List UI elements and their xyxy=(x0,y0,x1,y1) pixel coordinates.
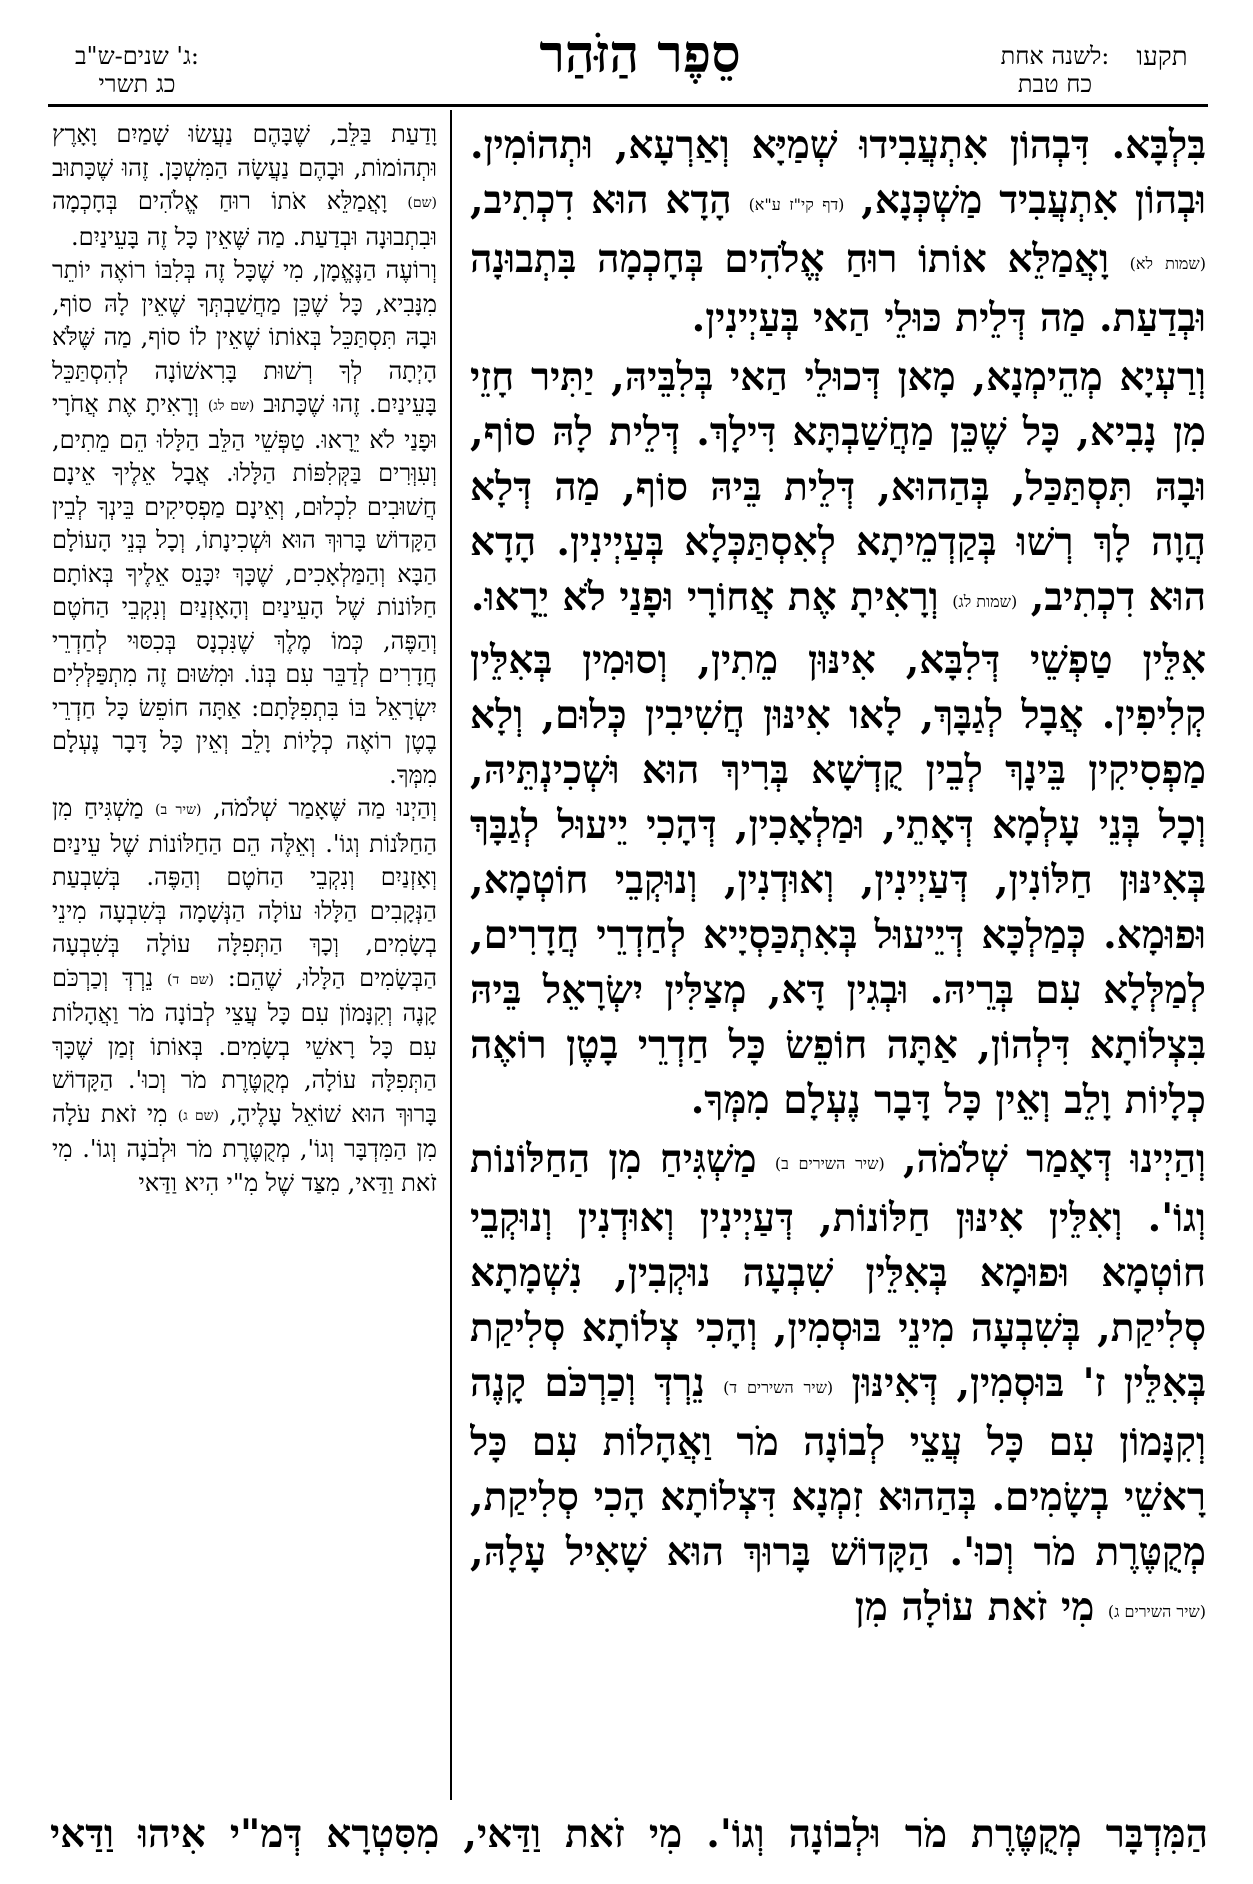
text-segment: הָדָא הוּא דִכְתִיב, xyxy=(470,177,749,223)
verse-reference: (שמות לא) xyxy=(1129,254,1206,273)
verse-reference: (שמות לג) xyxy=(952,592,1018,611)
hebrew-translation-column xyxy=(52,118,437,1878)
paragraph xyxy=(52,792,437,1200)
verse-reference: (שם ג) xyxy=(177,1107,219,1124)
text-segment: וְרַעְיָא מְהֵימְנָא, מָאן דְּכוּלֵי הַאי בְּלִבֵּיהּ, יַתִּיר חָזֵי מִן נָבִיא, כָּל שֶׁכֵּן מַחֲשַׁבְתָּא דִּילָךְ. דְּלֵית לָהּ סוֹף, וּבָהּ תִּסְתַּכַּל, בְּהַהוּא, דְּלֵית בֵּיהּ סוֹף, מַה דְּלָא הֲוָה לָךְ רְשׁוּ בְּקַדְמֵיתָא לְאִסְתַּכְּלָא בְּעַיְינִין. הָדָא הוּא דִכְתִיב, xyxy=(470,354,1206,620)
text-segment: וְרָאִיתָ אֶת אֲחֹרָי וּפָנַי לֹא יֵרָאוּ. טַפְּשֵׁי הַלֵּב הַלָּלוּ הֵם מֵתִים, וְעִוְּרִים בַּקְּלִפּוֹת הַלָּלוּ. אֲבָל אֵלֶיךָ אֵינָם חֲשׁוּבִים לִכְלוּם, וְאֵינָם מַפְסִיקִים בֵּינְךָ לְבֵין הַקָּדוֹשׁ בָּרוּךְ הוּא וּשְׁכִינָתוֹ, וְכָל בְּנֵי הָעוֹלָם הַבָּא וְהַמַּלְאָכִים, שֶׁכָּךְ יִכָּנֵס אֵלֶיךָ בְּאוֹתָם חַלּוֹנוֹת שֶׁל הָעֵינַיִם וְהָאָזְנַיִם וְנִקְבֵי הַחֹטֶם וְהַפֶּה, כְּמוֹ מֶלֶךְ שֶׁנִּכְנָס בְּכִסּוּי לְחַדְרֵי חֲדָרִים לְדַבֵּר עִם בְּנוֹ. וּמִשּׁוּם זֶה מִתְפַּלְּלִים יִשְׂרָאֵל בּוֹ בִּתְפִלָּתָם: אַתָּה חוֹפֵשׂ כָּל חַדְרֵי בֶטֶן רוֹאֶה כְלָיוֹת וָלֵב וְאֵין כָּל דָּבָר נֶעְלָם מִמְּךָ. xyxy=(52,390,437,789)
paragraph xyxy=(52,254,437,792)
header-date-right: כח טבת xyxy=(1017,70,1093,98)
text-segment: מִי זֹאת עוֹלָה מִן xyxy=(854,1584,1108,1630)
text-segment: מַשְׁגִּיחַ מִן הַחַלּוֹנוֹת וְגוֹ'. וְאִלֵּין אִינּוּן חַלּוֹנוֹת, דְּעַיְינִין וְאוּדְנִין וְנוּקְבֵי חוֹטְמָא וּפוּמָא בְּאִלֵּין שִׁבְעָה נוּקְבִין, נִשְׁמָתָא סְלִיקַת, בְּשִׁבְעָה מִינֵי בּוּסְמִין, וְהָכִי צְלוֹתָא סְלִיקַת בְּאִלֵּין ז' בּוּסְמִין, דְּאִינּוּן xyxy=(470,1136,1206,1406)
text-segment: מִי זֹאת עֹלָה מִן הַמִּדְבָּר וְגוֹ', מְקֻטֶּרֶת מֹר וּלְבֹנָה וְגוֹ'. מִי זֹאת וַדַּאי, מִצַּד שֶׁל מִ"י הִיא וַדַּאי xyxy=(52,1099,437,1197)
text-segment: בִּלְבָּא. דִּבְהוֹן אִתְעֲבִידוּ שְׁמַיָּא וְאַרְעָא, וּתְהוֹמִין. וּבְהוֹן אִתְעֲבִיד מַשְׁכְּנָא, xyxy=(470,122,1206,223)
paragraph xyxy=(470,118,1206,346)
header-reading-schedule-left: ג' שנים-ש"ב: xyxy=(74,42,199,70)
verse-reference: (דף קי"ז ע"א) xyxy=(748,195,845,214)
header-divider xyxy=(48,104,1208,107)
header-date-left: כג תשרי xyxy=(98,70,176,98)
page-title: סֵפֶר הַזֹּהַר xyxy=(539,24,741,85)
verse-reference: (שיר ב) xyxy=(155,802,202,818)
text-segment: וְהַיְינוּ דְּאָמַר שְׁלֹמֹה, xyxy=(884,1136,1206,1182)
text-segment: אִלֵּין טַפְשֵׁי דְּלִבָּא, אִינּוּן מֵתִין, וְסוּמִין בְּאִלֵּין קְלִיפִין. אֲבָל לְגַבָּךְ, לָאו אִינּוּן חֲשִׁיבִין כְּלוּם, וְלָא מַפְסִיקִין בֵּינָךְ לְבֵין קֻדְשָׁא בְּרִיךְ הוּא וּשְׁכִינְתֵּיהּ, וְכָל בְּנֵי עָלְמָא דְּאָתֵי, וּמַלְאָכִין, דְּהָכִי יֵיעוּל לְגַבָּךְ בְּאִינּוּן חַלּוֹנִין, דְּעַיְינִין, וְאוּדְנִין, וְנוּקְבֵי חוֹטְמָא, וּפוּמָא. כְּמַלְכָּא דְּיֵיעוּל בְּאִתְכַּסְיָיא לְחַדְרֵי חֲדָרִים, לְמַלְּלָא עִם בְּרֵיהּ. וּבְגִין דָּא, מְצַלִּין יִשְׂרָאֵל בֵּיהּ בִּצְלוֹתָא דִּלְהוֹן, אַתָּה חוֹפֵשׂ כָּל חַדְרֵי בָטֶן רוֹאֶה כְלָיוֹת וָלֵב וְאֵין כָּל דָּבָר נֶעְלָם מִמְּךָ. xyxy=(470,637,1206,1123)
text-segment: וְרָאִיתָ אֶת אֲחוֹרָי וּפָנַי לֹא יֵרָאוּ. xyxy=(470,574,953,620)
verse-reference: (שם ד) xyxy=(167,971,214,988)
header-corner-word: תקעו xyxy=(1136,42,1188,72)
paragraph xyxy=(470,1132,1206,1639)
text-segment: וְרוֹעֶה הַנֶּאֱמָן, מִי שֶׁכָּל זֶה בְּלִבּוֹ רוֹאֶה יוֹתֵר מִנָּבִיא, כָּל שֶׁכֵּן מַחֲשַׁבְתְּךָ שֶׁאֵין לָהּ סוֹף, וּבָהּ תִּסְתַּכֵּל בְּאוֹתוֹ שֶׁאֵין לוֹ סוֹף, מַה שֶּׁלֹּא הָיְתָה לְךָ רְשׁוּת בָּרִאשׁוֹנָה לְהִסְתַּכֵּל בָּעֵינַיִם. זֶהוּ שֶׁכָּתוּב xyxy=(52,256,437,418)
main-text-continuation-line: הַמִּדְבָּר מְקֻטֶּרֶת מֹר וּלְבוֹנָה וְגוֹ'. מִי זֹאת וַדַּאי, מִסִּטְרָא דְּמ"י אִיהוּ וַדַּאי xyxy=(50,1811,1208,1857)
header-reading-schedule: לשנה אחת: xyxy=(1000,42,1110,70)
verse-reference: (שיר השירים ג) xyxy=(1107,1602,1206,1621)
paragraph xyxy=(52,118,437,254)
text-segment: וָאֲמַלֵּא אֹתוֹ רוּחַ אֱלֹהִים בְּחָכְמָה וּבִתְבוּנָה וּבְדַעַת. מַה שֶּׁאֵין כָּל זֶה בָּעֵינַיִם. xyxy=(52,187,437,251)
text-segment: מַשְׁגִּיחַ מִן הַחַלֹּנוֹת וְגוֹ'. וְאֵלֶּה הֵם הַחַלּוֹנוֹת שֶׁל עֵינַיִם וְאָזְנַיִם וְנִקְבֵי הַחֹטֶם וְהַפֶּה. בְּשִׁבְעַת הַנְּקָבִים הַלָּלוּ עוֹלָה הַנְּשָׁמָה בְּשִׁבְעָה מִינֵי בְשָׂמִים, וְכָךְ הַתְּפִלָּה עוֹלָה בְּשִׁבְעָה הַבְּשָׂמִים הַלָּלוּ, שֶׁהֵם: xyxy=(52,794,437,992)
main-aramaic-column xyxy=(470,118,1206,1808)
verse-reference: (שיר השירים ד) xyxy=(723,1378,834,1397)
column-divider xyxy=(450,110,452,1800)
text-segment: נֵרְדְּ וְכַרְכֹּם קָנֶה וְקִנָּמוֹן עִם כָּל עֲצֵי לְבוֹנָה מֹר וַאֲהָלוֹת עִם כָּל רָאשֵׁי בְשָׂמִים. בְּאוֹתוֹ זְמַן שֶׁכָּךְ הַתְּפִלָּה עוֹלָה, מְקֻטֶּרֶת מֹר וְכוּ'. הַקָּדוֹשׁ בָּרוּךְ הוּא שׁוֹאֵל עָלֶיהָ, xyxy=(52,963,437,1128)
paragraph xyxy=(470,350,1206,629)
verse-reference: (שם לג) xyxy=(207,398,255,414)
text-segment: נֵרְדְּ וְכַרְכֹּם קָנֶה וְקִנָּמוֹן עִם כָּל עֲצֵי לְבוֹנָה מֹר וַאֲהָלוֹת עִם כָּל רָאשֵׁי בְשָׂמִים. בְּהַהוּא זִמְנָא דִּצְלוֹתָא הָכִי סְלִיקַת, מְקֻטֶּרֶת מֹר וְכוּ'. הַקָּדוֹשׁ בָּרוּךְ הוּא שָׁאִיל עָלָהּ, xyxy=(470,1360,1206,1575)
text-segment: וְהַיְנוּ מַה שֶּׁאָמַר שְׁלֹמֹה, xyxy=(201,794,437,822)
text-segment: וָדַעַת בַּלֵּב, שֶׁבָּהֶם נַעֲשׂוּ שָׁמַיִם וָאָרֶץ וּתְהוֹמוֹת, וּבָהֶם נַעֲשָׂה הַמִּשְׁכָּן. זֶהוּ שֶׁכָּתוּב xyxy=(52,120,437,182)
text-segment: וָאֲמַלֵּא אוֹתוֹ רוּחַ אֱלֹהִים בְּחָכְמָה בִּתְבוּנָה וּבְדַעַת. מַה דְּלֵית כּוּלֵי הַאי בְּעַיְינִין. xyxy=(470,236,1206,341)
verse-reference: (שם) xyxy=(407,195,437,211)
paragraph xyxy=(470,633,1206,1128)
verse-reference: (שיר השירים ב) xyxy=(774,1154,885,1173)
